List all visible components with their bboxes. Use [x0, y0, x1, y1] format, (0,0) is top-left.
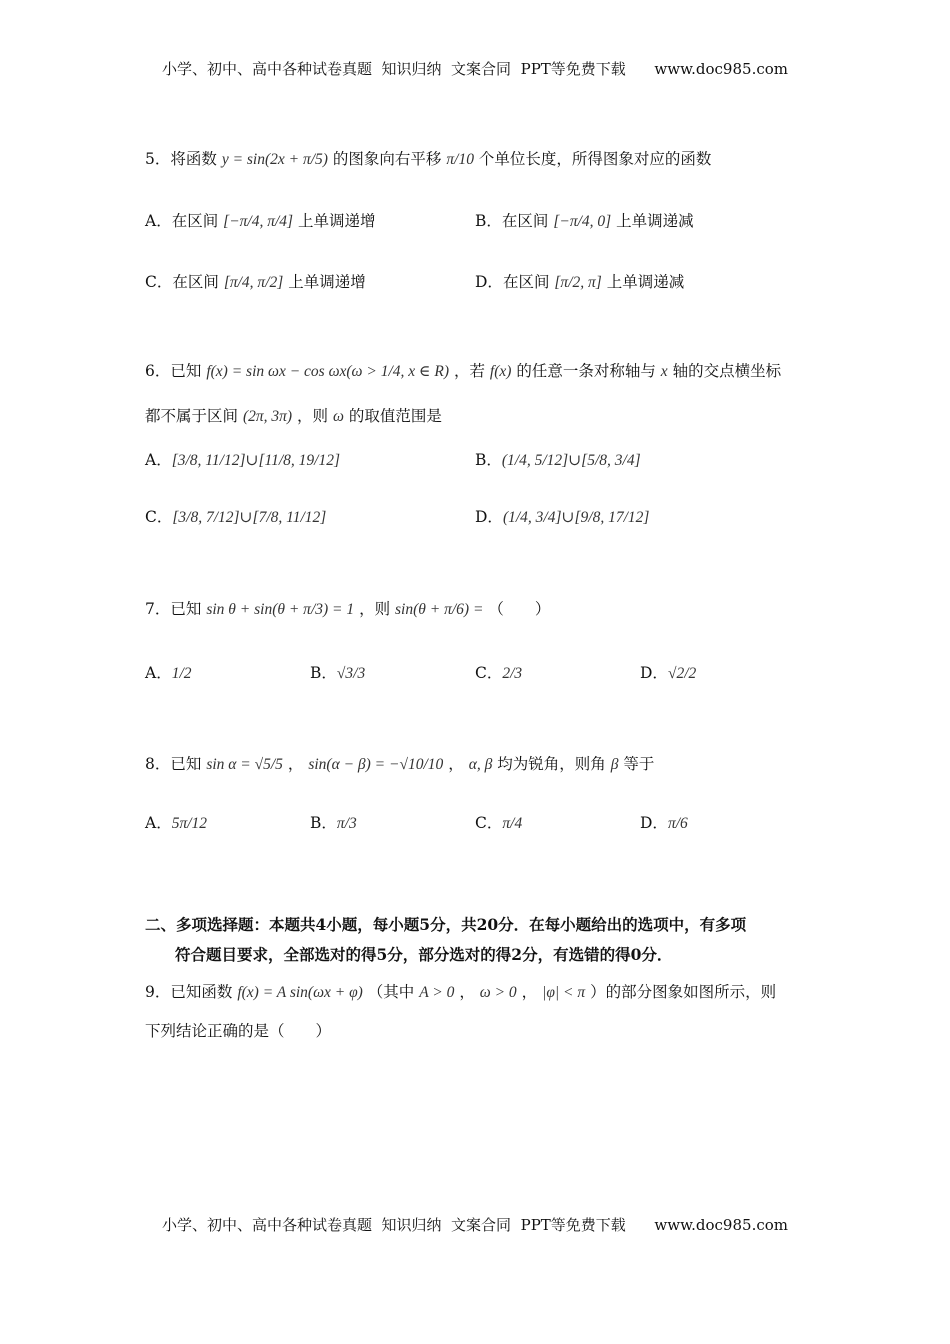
q6-option-d: D．(1/4, 3/4]∪[9/8, 17/12]: [475, 508, 650, 526]
q7-option-d: D．√2/2: [640, 664, 697, 682]
q5-option-a: A．在区间 [−π/4, π/4] 上单调递增: [145, 212, 376, 230]
q5-shift: π/10: [446, 151, 474, 168]
q5-option-b: B．在区间 [−π/4, 0] 上单调递减: [475, 212, 694, 230]
question-9-stem: 9．已知函数 f(x) = A sin(ωx + φ) （其中 A > 0 ， ω > 0 ， |φ| < π ）的部分图象如图所示，则: [145, 983, 777, 1001]
q6-option-a: A．[3/8, 11/12]∪[11/8, 19/12]: [145, 451, 340, 469]
question-6-stem-line2: 都不属于区间 (2π, 3π) ，则 ω 的取值范围是: [145, 407, 442, 425]
q5-option-c: C．在区间 [π/4, π/2] 上单调递增: [145, 273, 366, 291]
q7-option-c: C．2/3: [475, 664, 523, 682]
question-5-stem: 5．将函数 y = sin(2x + π/5) 的图象向右平移 π/10 个单位长度，所得图象对应的函数: [145, 150, 712, 168]
q8-option-a: A．5π/12: [145, 814, 208, 832]
q6-function-expr: f(x) = sin ωx − cos ωx(ω > 1/4, x ∈ R): [206, 363, 449, 380]
q7-option-a: A．1/2: [145, 664, 192, 682]
q7-given-expr: sin θ + sin(θ + π/3) = 1: [206, 601, 355, 618]
q8-option-c: C．π/4: [475, 814, 523, 832]
q6-option-b: B．(1/4, 5/12]∪[5/8, 3/4]: [475, 451, 641, 469]
section-2-heading-line2: 符合题目要求，全部选对的得5分，部分选对的得2分，有选错的得0分．: [175, 945, 673, 964]
page-header: 小学、初中、高中各种试卷真题 知识归纳 文案合同 PPT等免费下载 www.doc985.com: [161, 60, 788, 78]
question-6-stem: 6．已知 f(x) = sin ωx − cos ωx(ω > 1/4, x ∈ R) ，若 f(x) 的任意一条对称轴与 x 轴的交点横坐标: [145, 362, 782, 380]
section-2-heading: 二、多项选择题：本题共4小题，每小题5分，共20分．在每小题给出的选项中，有多项: [145, 915, 747, 934]
q7-target-expr: sin(θ + π/6) =: [395, 601, 484, 618]
q5-option-d: D．在区间 [π/2, π] 上单调递减: [475, 273, 685, 291]
question-8-stem: 8．已知 sin α = √5/5 ， sin(α − β) = −√10/10 ， α, β 均为锐角，则角 β 等于: [145, 755, 655, 773]
q8-option-b: B．π/3: [310, 814, 357, 832]
question-9-stem-line2: 下列结论正确的是（ ）: [145, 1022, 332, 1040]
q5-function-expr: y = sin(2x + π/5): [221, 151, 328, 168]
page-footer: 小学、初中、高中各种试卷真题 知识归纳 文案合同 PPT等免费下载 www.doc985.com: [161, 1216, 788, 1234]
q6-option-c: C．[3/8, 7/12]∪[7/8, 11/12]: [145, 508, 327, 526]
q7-option-b: B．√3/3: [310, 664, 366, 682]
question-7-stem: 7．已知 sin θ + sin(θ + π/3) = 1 ，则 sin(θ + π/6) = （ ）: [145, 600, 551, 618]
q8-option-d: D．π/6: [640, 814, 688, 832]
